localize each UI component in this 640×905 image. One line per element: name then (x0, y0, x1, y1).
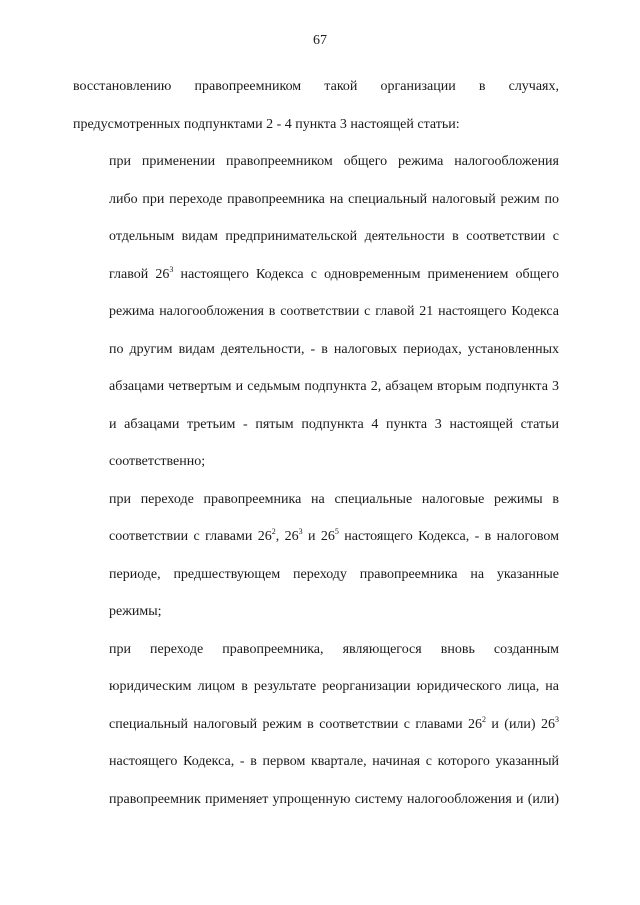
text-line: либо при переходе правопреемника на специальный налоговый режим по (109, 191, 559, 207)
text-fragment: и 26 (302, 529, 335, 544)
paragraph (73, 631, 559, 819)
text-line: восстановлению правопреемником такой организации в случаях, (73, 79, 559, 94)
text-line: режима налогообложения в соответствии с главой 21 настоящего Кодекса (109, 304, 559, 319)
superscript: 3 (554, 714, 559, 724)
text-fragment: настоящего Кодекса с одновременным применением общего (173, 266, 559, 282)
text-fragment: , 26 (275, 529, 299, 544)
text-line: правопреемник применяет упрощенную систему налогообложения и (или) (109, 791, 559, 807)
text-line: соответственно; (109, 454, 206, 469)
text-line: юридическим лицом в результате реорганизации юридического лица, на (109, 679, 559, 694)
superscript: 2 (271, 527, 276, 536)
text-line: при переходе правопреемника на специальные налоговые режимы в (109, 491, 559, 507)
text-fragment: главой 26 (109, 266, 170, 282)
page-number: 67 (313, 33, 327, 48)
superscript: 5 (334, 527, 339, 536)
body-text (73, 68, 559, 818)
text-line: настоящего Кодекса, - в первом квартале, начиная с которого указанный (109, 754, 559, 769)
text-fragment: соответствии с главами 26 (109, 529, 272, 544)
superscript: 2 (481, 714, 486, 724)
text-line: периоде, предшествующем переходу правопреемника на указанные (109, 566, 559, 582)
text-line (73, 518, 559, 556)
text-line: предусмотренных подпунктами 2 - 4 пункта 3 настоящей статьи: (73, 116, 460, 132)
superscript: 3 (298, 527, 303, 536)
text-line: при применении правопреемником общего режима налогообложения (109, 154, 559, 169)
text-line (73, 256, 559, 294)
text-line: режимы; (109, 604, 162, 619)
paragraph (73, 481, 559, 631)
text-line: по другим видам деятельности, - в налоговых периодах, установленных (109, 341, 559, 357)
text-line: абзацами четвертым и седьмым подпункта 2, абзацем вторым подпункта 3 (109, 379, 559, 394)
text-line: при переходе правопреемника, являющегося вновь созданным (109, 641, 559, 657)
paragraph (73, 143, 559, 481)
text-fragment: специальный налоговый режим в соответствии с главами 26 (109, 716, 482, 732)
text-line: и абзацами третьим - пятым подпункта 4 пункта 3 настоящей статьи (109, 416, 559, 432)
text-fragment: настоящего Кодекса, - в налоговом (338, 529, 559, 544)
text-line: отдельным видам предпринимательской деятельности в соответствии с (109, 229, 559, 244)
text-fragment: и (или) 26 (485, 716, 555, 732)
paragraph (73, 68, 559, 143)
text-line (73, 706, 559, 744)
superscript: 3 (169, 264, 174, 274)
